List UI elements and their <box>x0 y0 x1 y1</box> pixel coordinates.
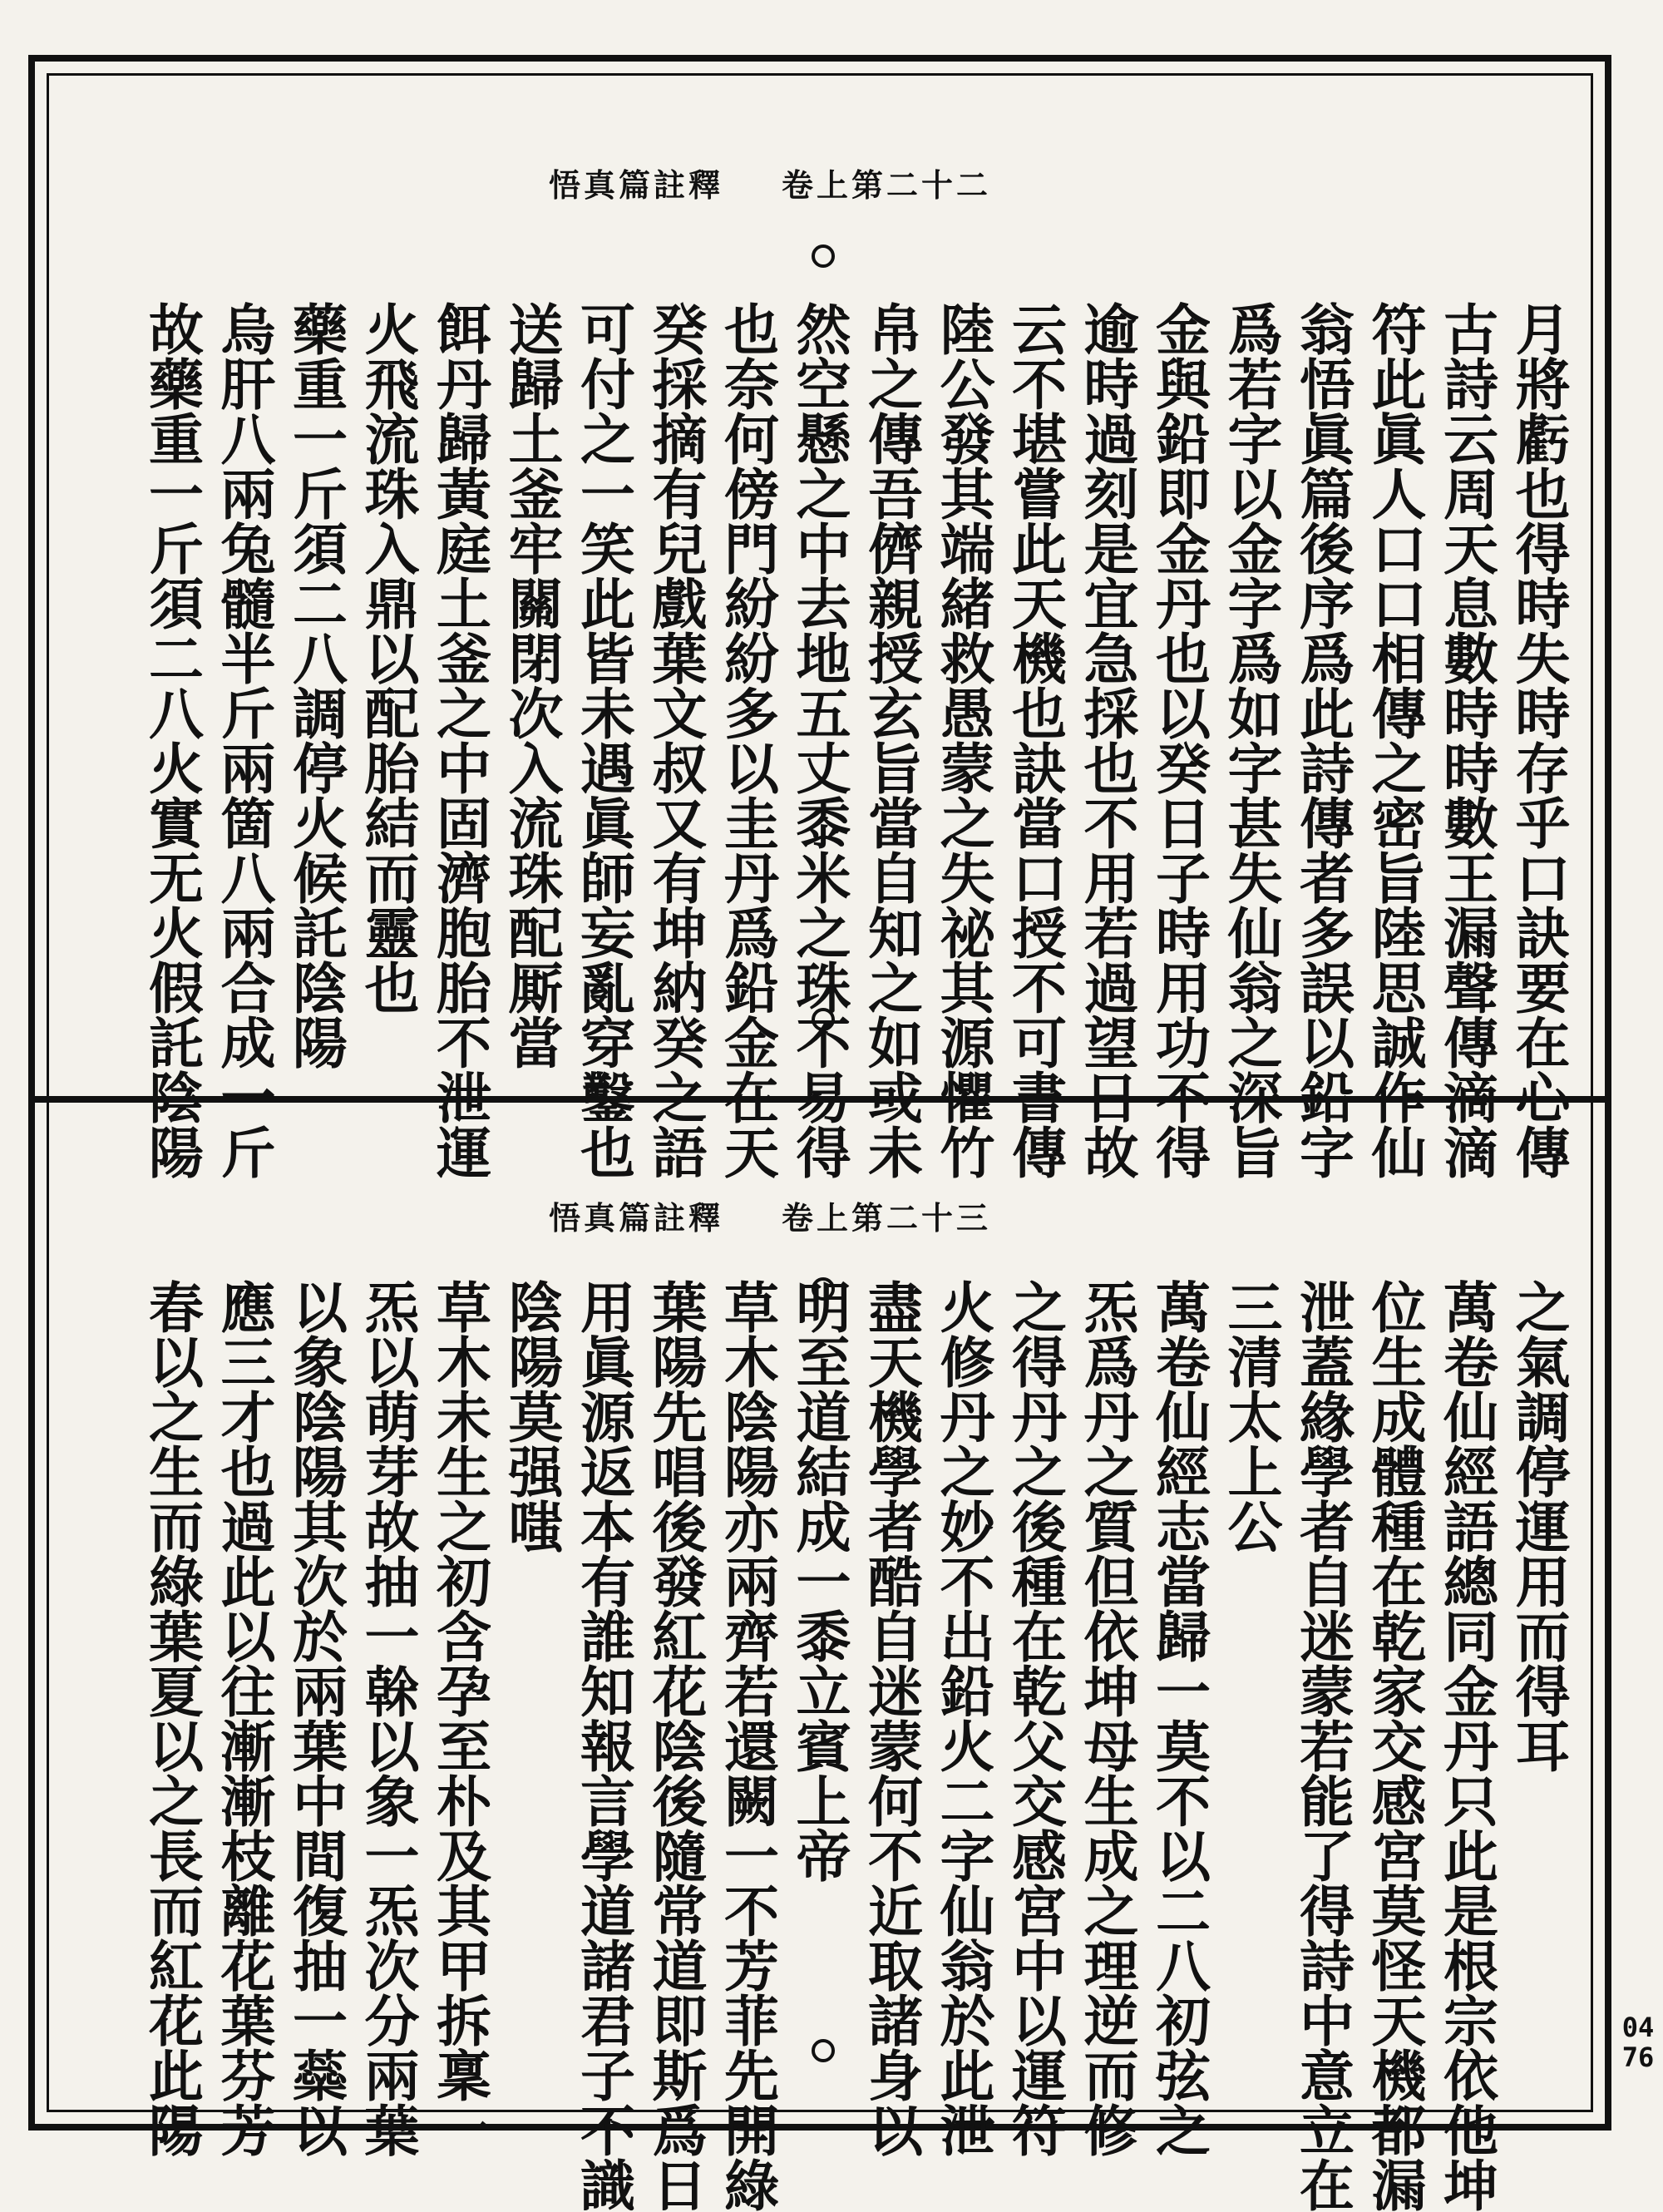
text-column: 陸公發其端緒救愚蒙之失祕其源懼竹 <box>930 301 995 1179</box>
text-column: 三清太上公 <box>1218 1279 1283 1553</box>
text-column: 金與鉛即金丹也以癸日子時用功不得 <box>1146 301 1211 1179</box>
text-column: 用眞源返本有誰知報言學道諸君子不識 <box>570 1279 636 2212</box>
text-column: 位生成體種在乾家交感宮莫怪天機都漏 <box>1362 1279 1427 2212</box>
text-column: 癸採摘有兒戲葉文叔又有坤納癸之語 <box>643 301 708 1179</box>
text-column: 葉陽先唱後發紅花陰後隨常道即斯爲日 <box>643 1279 708 2212</box>
text-column: 春以之生而綠葉夏以之長而紅花此陽 <box>139 1279 205 2157</box>
text-column: 翁悟眞篇後序爲此詩傳者多誤以鉛字 <box>1290 301 1355 1179</box>
text-column: 故藥重一斤須二八火實无火假託陰陽 <box>139 301 205 1179</box>
text-column: 泄蓋緣學者自迷蒙若能了得詩中意立在 <box>1290 1279 1355 2212</box>
text-column: 萬卷仙經志當歸一莫不以二八初弦之 <box>1146 1279 1211 2157</box>
text-column: 火飛流珠入鼎以配胎結而靈也 <box>355 301 420 1015</box>
section-circle-mark <box>812 2039 835 2062</box>
text-column: 逾時過刻是宜急採也不用若過望日故 <box>1074 301 1139 1179</box>
text-column: 云不堪嘗此天機也訣當口授不可書傳 <box>1002 301 1068 1179</box>
text-column: 烏肝八兩兔髓半斤兩箇八兩合成一斤 <box>211 301 276 1179</box>
text-column: 餌丹歸黃庭土釜之中固濟胞胎不泄運 <box>427 301 492 1179</box>
text-column: 草木未生之初含孕至朴及其甲拆稟一 <box>427 1279 492 2157</box>
folio-book-title: 悟真篇註釋 <box>549 166 724 204</box>
folio-header-bottom <box>549 1192 991 1238</box>
text-column: 古詩云周天息數時時數王漏聲傳滴滴 <box>1434 301 1499 1179</box>
text-column: 明至道結成一黍立賓上帝 <box>787 1279 851 1883</box>
text-column: 藥重一斤須二八調停火候託陰陽 <box>283 301 348 1069</box>
section-circle-mark <box>812 244 835 268</box>
text-column: 之得丹之後種在乾父交感宮中以運符 <box>1002 1279 1068 2157</box>
text-column: 可付之一笑此皆未遇眞師妄亂穿鑿也 <box>570 301 636 1179</box>
text-column: 爲若字以金字爲如字甚失仙翁之深旨 <box>1218 301 1283 1179</box>
text-column: 火修丹之妙不出鉛火二字仙翁於此泄 <box>930 1279 995 2157</box>
section-circle-mark <box>812 1008 835 1031</box>
page-number: 0476 <box>1621 2012 1655 2073</box>
text-column: 月將虧也得時失時存乎口訣要在心傳 <box>1506 301 1571 1179</box>
text-column: 然空懸之中去地五丈黍米之珠不易得 <box>787 301 851 1179</box>
text-column: 也奈何傍門紛紛多以圭丹爲鉛金在天 <box>714 301 780 1179</box>
text-column: 萬卷仙經語總同金丹只此是根宗依他坤 <box>1434 1279 1499 2212</box>
folio-header-top <box>549 160 991 205</box>
text-column: 帛之傳吾儕親授玄旨當自知之如或未 <box>858 301 924 1179</box>
text-column: 陰陽莫强嗤 <box>499 1279 564 1553</box>
text-column: 之氣調停運用而得耳 <box>1506 1279 1571 1773</box>
section-circle-mark <box>812 1277 835 1301</box>
text-column: 炁爲丹之質但依坤母生成之理逆而修 <box>1074 1279 1139 2157</box>
text-column: 草木陰陽亦兩齊若還闕一不芳菲先開綠 <box>714 1279 780 2212</box>
text-column: 炁以萌芽故抽一榦以象一炁次分兩葉 <box>355 1279 420 2157</box>
folio-juan: 卷上第二十三 <box>782 1199 992 1237</box>
text-column: 送歸土釜牢關閉次入流珠配厮當 <box>499 301 564 1069</box>
text-column: 盡天機學者酷自迷蒙何不近取諸身以 <box>858 1279 924 2157</box>
folio-book-title: 悟真篇註釋 <box>549 1199 724 1237</box>
text-column: 應三才也過此以往漸漸枝離花葉芬芳 <box>211 1279 276 2157</box>
text-column: 符此眞人口口相傳之密旨陸思誠作仙 <box>1362 301 1427 1179</box>
folio-juan: 卷上第二十二 <box>782 166 992 204</box>
text-column: 以象陰陽其次於兩葉中間復抽一蘂以 <box>283 1279 348 2157</box>
